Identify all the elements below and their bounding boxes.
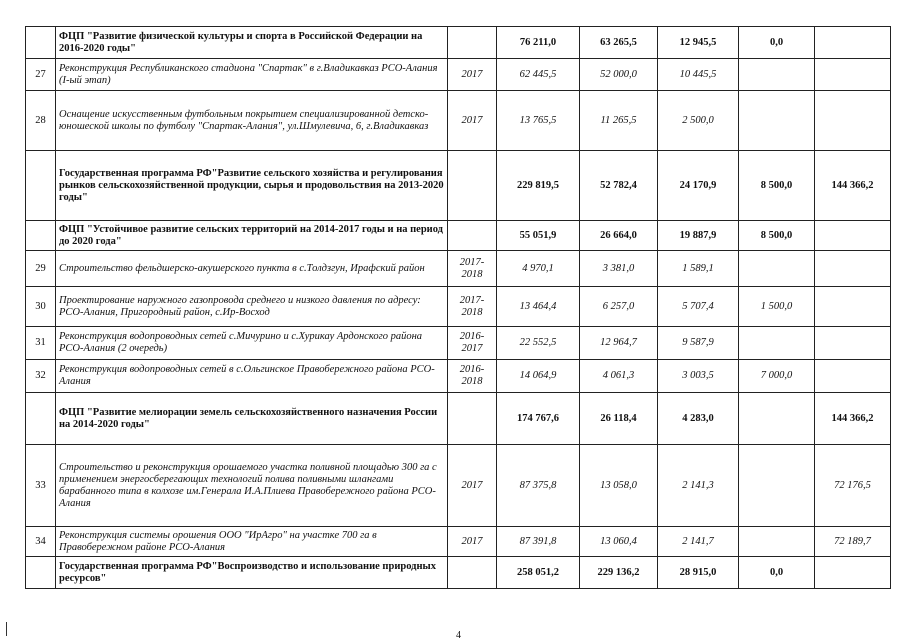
program-title: ФЦП "Устойчивое развитие сельских территорий на 2014-2017 годы и на период до 2020 года": [56, 221, 448, 251]
federal-cell: 13 058,0: [580, 445, 658, 527]
project-row: [26, 327, 891, 360]
program-row: [26, 221, 891, 251]
year-cell: [448, 27, 497, 59]
local-cell: 1 500,0: [739, 287, 815, 327]
federal-cell: 52 000,0: [580, 59, 658, 91]
year-cell: 2016-2018: [448, 360, 497, 393]
local-cell: 8 500,0: [739, 151, 815, 221]
extra-cell: 144 366,2: [815, 393, 891, 445]
year-cell: 2017: [448, 59, 497, 91]
project-description: Реконструкция системы орошения ООО "ИрАгро" на участке 700 га в Правобережном районе РСО-Алания: [56, 527, 448, 557]
row-number: 34: [26, 527, 56, 557]
program-title: ФЦП "Развитие мелиорации земель сельскохозяйственного назначения России на 2014-2020 годы": [56, 393, 448, 445]
project-description: Реконструкция водопроводных сетей в с.Ольгинское Правобережного района РСО-Алания: [56, 360, 448, 393]
project-row: [26, 59, 891, 91]
program-row: [26, 393, 891, 445]
local-cell: [739, 445, 815, 527]
budget-table: [25, 26, 891, 589]
row-number: 31: [26, 327, 56, 360]
project-row: [26, 287, 891, 327]
local-cell: [739, 527, 815, 557]
project-description: Строительство и реконструкция орошаемого участка поливной площадью 300 га с применением энергосберегающих технологий полива поливными шлангами барабанного типа в колхозе им.Генерала И.А.Плиева Правобережного района РСО-Алания: [56, 445, 448, 527]
extra-cell: [815, 360, 891, 393]
regional-cell: 2 141,3: [658, 445, 739, 527]
total-cell: 22 552,5: [497, 327, 580, 360]
row-number: [26, 151, 56, 221]
regional-cell: 1 589,1: [658, 251, 739, 287]
extra-cell: [815, 91, 891, 151]
year-cell: [448, 393, 497, 445]
year-cell: 2017-2018: [448, 287, 497, 327]
federal-cell: 3 381,0: [580, 251, 658, 287]
local-cell: [739, 393, 815, 445]
regional-cell: 5 707,4: [658, 287, 739, 327]
extra-cell: [815, 251, 891, 287]
extra-cell: 72 189,7: [815, 527, 891, 557]
year-cell: [448, 151, 497, 221]
total-cell: 174 767,6: [497, 393, 580, 445]
program-row: [26, 27, 891, 59]
regional-cell: 19 887,9: [658, 221, 739, 251]
row-number: 29: [26, 251, 56, 287]
project-description: Реконструкция Республиканского стадиона "Спартак" в г.Владикавказ РСО-Алания (I-ый этап): [56, 59, 448, 91]
row-number: [26, 557, 56, 589]
extra-cell: [815, 327, 891, 360]
total-cell: 76 211,0: [497, 27, 580, 59]
extra-cell: 72 176,5: [815, 445, 891, 527]
total-cell: 258 051,2: [497, 557, 580, 589]
project-row: [26, 251, 891, 287]
row-number: 28: [26, 91, 56, 151]
local-cell: [739, 251, 815, 287]
federal-cell: 11 265,5: [580, 91, 658, 151]
program-title: ФЦП "Развитие физической культуры и спорта в Российской Федерации на 2016-2020 годы": [56, 27, 448, 59]
total-cell: 13 765,5: [497, 91, 580, 151]
row-number: [26, 27, 56, 59]
local-cell: 0,0: [739, 557, 815, 589]
year-cell: 2017: [448, 91, 497, 151]
row-number: 27: [26, 59, 56, 91]
local-cell: [739, 327, 815, 360]
project-description: Проектирование наружного газопровода среднего и низкого давления по адресу: РСО-Алания, Пригородный район, с.Ир-Восход: [56, 287, 448, 327]
local-cell: 8 500,0: [739, 221, 815, 251]
federal-cell: 26 664,0: [580, 221, 658, 251]
year-cell: 2017-2018: [448, 251, 497, 287]
project-row: [26, 360, 891, 393]
total-cell: 14 064,9: [497, 360, 580, 393]
extra-cell: [815, 59, 891, 91]
regional-cell: 3 003,5: [658, 360, 739, 393]
project-row: [26, 91, 891, 151]
row-number: [26, 393, 56, 445]
project-description: Оснащение искусственным футбольным покрытием специализированной детско-юношеской школы по футболу "Спартак-Алания", ул.Шмулевича, 6, г.Владикавказ: [56, 91, 448, 151]
federal-cell: 63 265,5: [580, 27, 658, 59]
regional-cell: 28 915,0: [658, 557, 739, 589]
row-number: 30: [26, 287, 56, 327]
federal-cell: 12 964,7: [580, 327, 658, 360]
year-cell: [448, 557, 497, 589]
federal-cell: 6 257,0: [580, 287, 658, 327]
regional-cell: 4 283,0: [658, 393, 739, 445]
total-cell: 87 375,8: [497, 445, 580, 527]
page-number: 4: [456, 630, 461, 641]
project-description: Реконструкция водопроводных сетей с.Мичурино и с.Хурикау Ардонского района РСО-Алания (2 очередь): [56, 327, 448, 360]
row-number: 32: [26, 360, 56, 393]
local-cell: 0,0: [739, 27, 815, 59]
extra-cell: [815, 287, 891, 327]
extra-cell: 144 366,2: [815, 151, 891, 221]
regional-cell: 2 500,0: [658, 91, 739, 151]
year-cell: 2017: [448, 527, 497, 557]
total-cell: 62 445,5: [497, 59, 580, 91]
regional-cell: 10 445,5: [658, 59, 739, 91]
project-row: [26, 527, 891, 557]
local-cell: [739, 59, 815, 91]
project-description: Строительство фельдшерско-акушерского пункта в с.Толдзгун, Ирафский район: [56, 251, 448, 287]
federal-cell: 229 136,2: [580, 557, 658, 589]
regional-cell: 24 170,9: [658, 151, 739, 221]
total-cell: 229 819,5: [497, 151, 580, 221]
local-cell: 7 000,0: [739, 360, 815, 393]
regional-cell: 2 141,7: [658, 527, 739, 557]
program-row: [26, 151, 891, 221]
regional-cell: 12 945,5: [658, 27, 739, 59]
year-cell: 2017: [448, 445, 497, 527]
total-cell: 4 970,1: [497, 251, 580, 287]
extra-cell: [815, 221, 891, 251]
total-cell: 13 464,4: [497, 287, 580, 327]
row-number: 33: [26, 445, 56, 527]
total-cell: 87 391,8: [497, 527, 580, 557]
regional-cell: 9 587,9: [658, 327, 739, 360]
local-cell: [739, 91, 815, 151]
federal-cell: 13 060,4: [580, 527, 658, 557]
extra-cell: [815, 27, 891, 59]
federal-cell: 26 118,4: [580, 393, 658, 445]
year-cell: [448, 221, 497, 251]
extra-cell: [815, 557, 891, 589]
total-cell: 55 051,9: [497, 221, 580, 251]
row-number: [26, 221, 56, 251]
project-row: [26, 445, 891, 527]
program-row: [26, 557, 891, 589]
federal-cell: 52 782,4: [580, 151, 658, 221]
program-title: Государственная программа РФ"Воспроизводство и использование природных ресурсов": [56, 557, 448, 589]
program-title: Государственная программа РФ"Развитие сельского хозяйства и регулирования рынков сельскохозяйственной продукции, сырья и продовольствия на 2013-2020 годы": [56, 151, 448, 221]
federal-cell: 4 061,3: [580, 360, 658, 393]
year-cell: 2016-2017: [448, 327, 497, 360]
margin-mark: [6, 622, 7, 636]
